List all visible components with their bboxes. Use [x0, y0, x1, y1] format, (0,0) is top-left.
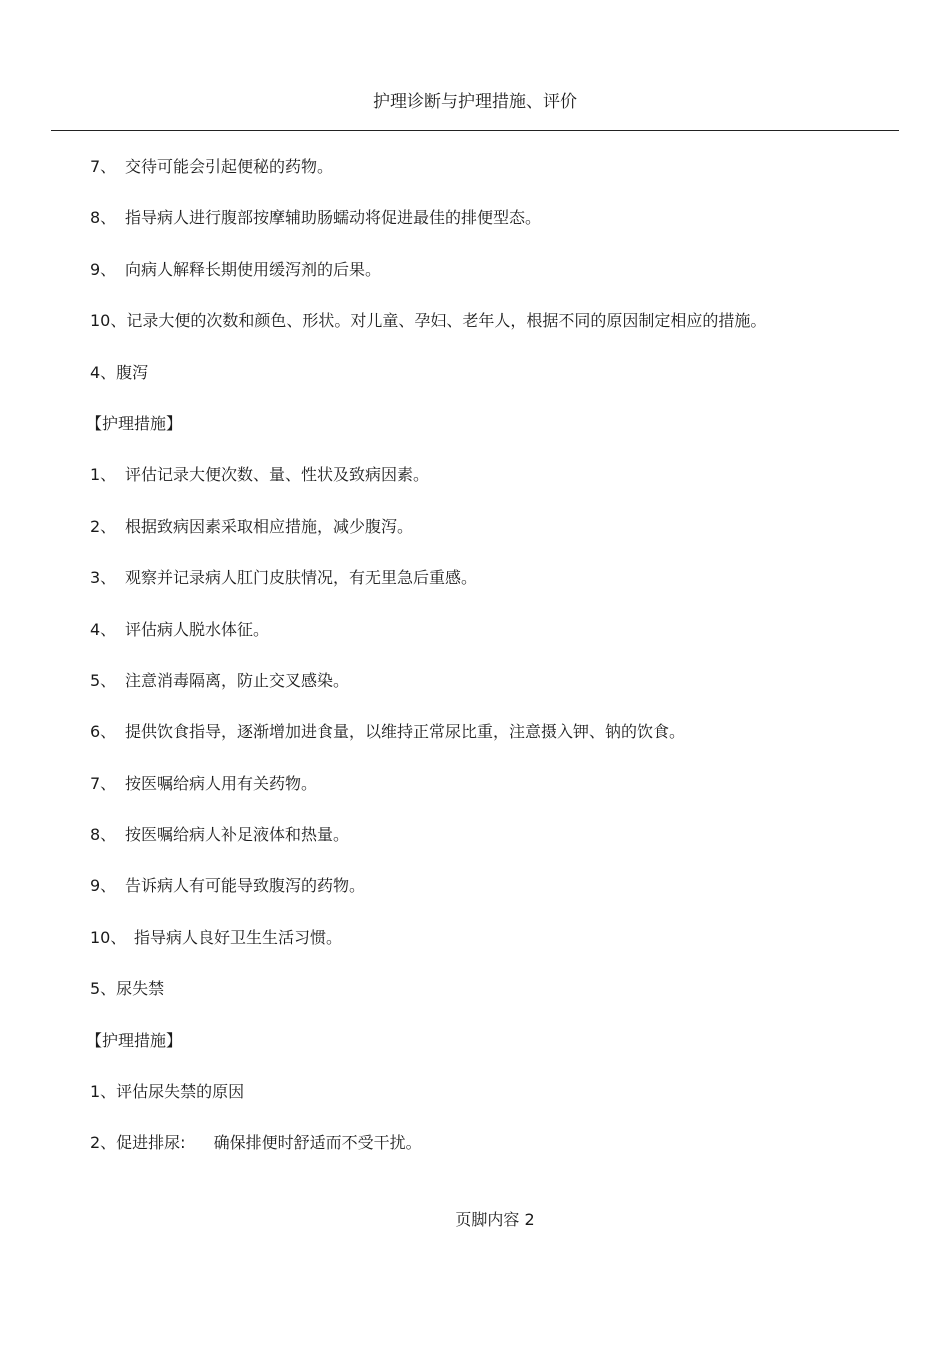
- item-number: 9、: [90, 876, 117, 896]
- item-number: 8、: [90, 825, 117, 845]
- page-header: 护理诊断与护理措施、评价: [373, 92, 577, 112]
- item-text: 按医嘱给病人补足液体和热量。: [125, 825, 350, 845]
- item-number: 10、: [90, 311, 127, 331]
- list-item: [90, 925, 890, 976]
- list-item: [90, 617, 890, 668]
- subsection-heading-nursing-measures: 【护理措施】: [86, 1030, 183, 1050]
- list-item: [90, 822, 890, 873]
- list-item: [90, 1130, 890, 1181]
- item-number: 8、: [90, 208, 117, 228]
- list-item: [90, 514, 890, 565]
- list-item: [90, 771, 890, 822]
- item-number: 5、: [90, 670, 117, 690]
- section-heading-urinary-incontinence: 5、尿失禁: [90, 979, 165, 999]
- list-item: [90, 257, 890, 308]
- list-item: [90, 873, 890, 924]
- item-text: 向病人解释长期使用缓泻剂的后果。: [125, 259, 382, 279]
- item-text: 评估记录大便次数、量、性状及致病因素。: [125, 465, 430, 485]
- header-divider: [51, 130, 899, 131]
- item-number: 1、: [90, 465, 117, 485]
- item-text: 提供饮食指导，逐渐增加进食量，以维持正常尿比重，注意摄入钾、钠的饮食。: [125, 722, 686, 742]
- item-number: 9、: [90, 259, 117, 279]
- item-number: 3、: [90, 568, 117, 588]
- section-heading-diarrhea: 4、腹泻: [90, 362, 149, 382]
- item-number: 4、: [90, 619, 117, 639]
- list-item: [90, 205, 890, 256]
- list-item: [90, 719, 890, 770]
- item-text: 注意消毒隔离，防止交叉感染。: [125, 670, 350, 690]
- page-footer: 页脚内容 2: [455, 1210, 535, 1229]
- item-text: 确保排便时舒适而不受干扰。: [213, 1133, 422, 1153]
- item-text: 指导病人良好卫生生活习惯。: [134, 927, 343, 947]
- item-number: 10、: [90, 927, 127, 947]
- item-text: 指导病人进行腹部按摩辅助肠蠕动将促进最佳的排便型态。: [125, 208, 542, 228]
- item-number: 6、: [90, 722, 117, 742]
- item-text: 记录大便的次数和颜色、形状。对儿童、孕妇、老年人，根据不同的原因制定相应的措施。: [126, 311, 767, 331]
- list-item: [90, 668, 890, 719]
- item-text: 交待可能会引起便秘的药物。: [125, 157, 334, 176]
- item-text: 观察并记录病人肛门皮肤情况，有无里急后重感。: [125, 568, 478, 588]
- list-item: [90, 308, 890, 359]
- list-item: [90, 565, 890, 616]
- item-number: 7、: [90, 773, 117, 793]
- item-lead: 2、促进排尿:: [90, 1133, 186, 1153]
- item-number: 7、: [90, 157, 117, 176]
- list-item: [90, 462, 890, 513]
- subsection-heading-nursing-measures: 【护理措施】: [86, 413, 183, 433]
- item-text: 告诉病人有可能导致腹泻的药物。: [125, 876, 366, 896]
- document-body: [86, 154, 890, 1182]
- item-number: 2、: [90, 516, 117, 536]
- item-text: 根据致病因素采取相应措施，减少腹泻。: [125, 516, 414, 536]
- item-text: 评估病人脱水体征。: [125, 619, 270, 639]
- list-item: 1、评估尿失禁的原因: [90, 1082, 245, 1102]
- item-text: 按医嘱给病人用有关药物。: [125, 773, 318, 793]
- list-item: [90, 154, 890, 205]
